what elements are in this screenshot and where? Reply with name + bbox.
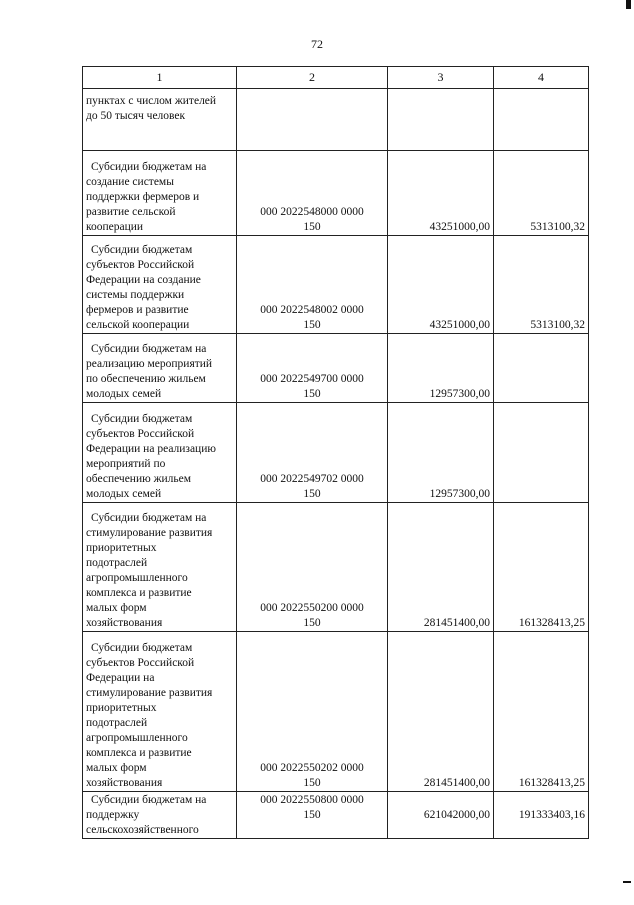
row-code-line: 000 2022550800 0000 (260, 794, 364, 806)
row-name-line: кооперации (86, 221, 144, 233)
row-name-line: субъектов Российской (86, 428, 195, 440)
scan-mark (626, 0, 631, 9)
row-name-line: развитие сельской (86, 206, 176, 218)
row-code-line: 150 (303, 488, 321, 500)
row-name-line: фермеров и развитие (86, 304, 189, 316)
row-value-col3: 281451400,00 (388, 632, 494, 792)
row-name-line: Федерации на создание (86, 274, 201, 286)
row-name-line: сельскохозяйственного (86, 824, 199, 836)
row-name-line: комплекса и развитие (86, 747, 192, 759)
row-name-line: поддержку (86, 809, 140, 821)
row-code-cell (237, 334, 388, 403)
row-name-line: комплекса и развитие (86, 587, 192, 599)
row-code-cell (237, 89, 388, 151)
row-code-cell (237, 503, 388, 632)
row-value-col4 (494, 403, 589, 503)
table-row (83, 632, 589, 792)
row-code-line: 150 (303, 617, 321, 629)
row-name-line: подотраслей (86, 717, 148, 729)
row-name-cell (83, 403, 237, 503)
row-value-col4: 5313100,32 (494, 236, 589, 334)
row-code-line: 000 2022550200 0000 (260, 602, 364, 614)
row-name-line: мероприятий по (86, 458, 166, 470)
row-name-line: пунктах с числом жителей (86, 95, 217, 107)
column-header: 3 (388, 67, 494, 89)
row-name-line: Субсидии бюджетам (91, 413, 193, 425)
page-number: 72 (311, 37, 323, 51)
row-value-col3: 621042000,00 (388, 792, 494, 839)
row-name-line: Субсидии бюджетам (91, 244, 193, 256)
row-name-line: до 50 тысяч человек (86, 110, 186, 122)
row-name-line: сельской кооперации (86, 319, 190, 331)
row-code-line: 000 2022549702 0000 (260, 473, 364, 485)
row-code-line: 150 (303, 809, 321, 821)
row-value-col4: 5313100,32 (494, 151, 589, 236)
column-header: 4 (494, 67, 589, 89)
table-header-row (83, 67, 589, 89)
row-name-cell (83, 792, 237, 839)
row-name-line: подотраслей (86, 557, 148, 569)
row-value-col4 (494, 334, 589, 403)
row-name-line: стимулирование развития (86, 687, 213, 699)
row-code-cell (237, 151, 388, 236)
row-name-line: субъектов Российской (86, 657, 195, 669)
row-name-line: молодых семей (86, 388, 162, 400)
column-header: 2 (237, 67, 388, 89)
row-name-cell (83, 503, 237, 632)
row-name-line: Субсидии бюджетам на (91, 512, 207, 524)
row-value-col4: 161328413,25 (494, 632, 589, 792)
row-name-line: реализацию мероприятий (86, 358, 213, 370)
row-code-line: 000 2022548000 0000 (260, 206, 364, 218)
row-name-line: Субсидии бюджетам на (91, 343, 207, 355)
table-row (83, 89, 589, 151)
row-name-line: приоритетных (86, 542, 157, 554)
row-value-col4: 191333403,16 (494, 792, 589, 839)
table-row (83, 403, 589, 503)
row-name-line: поддержки фермеров и (86, 191, 200, 203)
row-name-line: Субсидии бюджетам на (91, 794, 207, 806)
row-code-line: 150 (303, 777, 321, 789)
table-row (83, 236, 589, 334)
row-value-col3: 281451400,00 (388, 503, 494, 632)
row-code-line: 150 (303, 388, 321, 400)
row-name-line: Субсидии бюджетам на (91, 161, 207, 173)
row-name-cell (83, 334, 237, 403)
row-code-cell (237, 632, 388, 792)
row-code-cell (237, 403, 388, 503)
row-name-line: субъектов Российской (86, 259, 195, 271)
row-code-line: 150 (303, 221, 321, 233)
row-name-line: Субсидии бюджетам (91, 642, 193, 654)
row-name-cell (83, 89, 237, 151)
row-name-line: приоритетных (86, 702, 157, 714)
row-value-col3: 43251000,00 (388, 151, 494, 236)
row-name-line: хозяйствования (86, 617, 163, 629)
row-name-cell (83, 632, 237, 792)
budget-table (82, 66, 589, 839)
row-code-line: 000 2022549700 0000 (260, 373, 364, 385)
table-row (83, 503, 589, 632)
table-row (83, 792, 589, 839)
row-code-cell (237, 792, 388, 839)
row-value-col3: 12957300,00 (388, 403, 494, 503)
row-name-line: хозяйствования (86, 777, 163, 789)
row-value-col4 (494, 89, 589, 151)
row-name-line: агропромышленного (86, 732, 188, 744)
row-value-col3 (388, 89, 494, 151)
row-name-line: обеспечению жильем (86, 473, 192, 485)
row-name-line: малых форм (86, 602, 147, 614)
row-code-line: 000 2022548002 0000 (260, 304, 364, 316)
column-header: 1 (83, 67, 237, 89)
row-name-line: Федерации на реализацию (86, 443, 216, 455)
row-value-col4: 161328413,25 (494, 503, 589, 632)
table-row (83, 151, 589, 236)
row-name-cell (83, 236, 237, 334)
row-name-line: малых форм (86, 762, 147, 774)
row-code-line: 000 2022550202 0000 (260, 762, 364, 774)
row-name-cell (83, 151, 237, 236)
row-name-line: стимулирование развития (86, 527, 213, 539)
row-code-cell (237, 236, 388, 334)
scan-mark (623, 881, 631, 883)
row-value-col3: 12957300,00 (388, 334, 494, 403)
row-name-line: молодых семей (86, 488, 162, 500)
table-row (83, 334, 589, 403)
row-name-line: по обеспечению жильем (86, 373, 206, 385)
row-value-col3: 43251000,00 (388, 236, 494, 334)
row-name-line: системы поддержки (86, 289, 185, 301)
row-code-line: 150 (303, 319, 321, 331)
row-name-line: создание системы (86, 176, 174, 188)
row-name-line: агропромышленного (86, 572, 188, 584)
row-name-line: Федерации на (86, 672, 155, 684)
